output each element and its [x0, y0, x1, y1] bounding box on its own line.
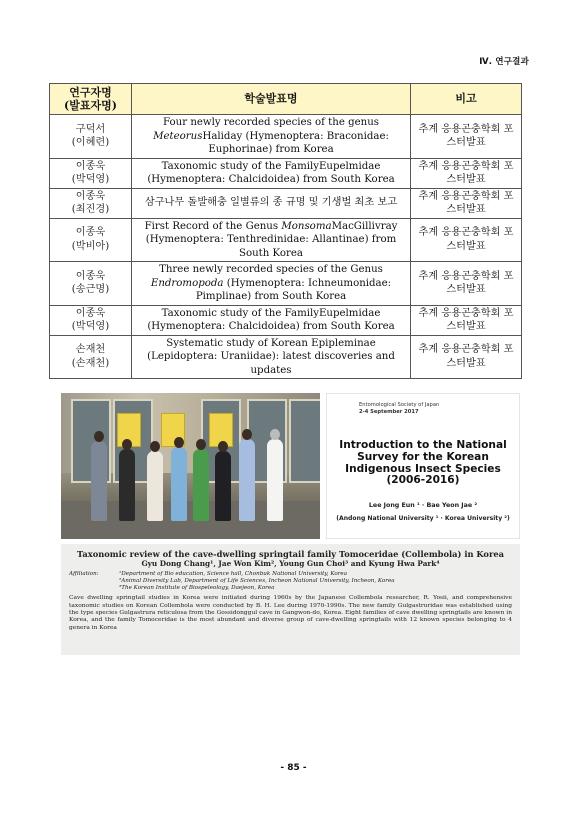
page-number: - 85 -: [280, 763, 307, 773]
presenter-name: (최진경): [71, 204, 110, 215]
researcher-cell: [50, 115, 132, 159]
presentation-title-cell: [132, 305, 411, 335]
researcher-name: 구덕서: [75, 123, 106, 135]
genus-name-italic: Monsoma: [281, 220, 332, 232]
title-text: Four newly recorded species of the genus: [163, 117, 379, 128]
researcher-cell: [50, 305, 132, 335]
title-text: (Hymenoptera: Ichneumonidae: Pimplinae) from South Korea: [195, 277, 392, 302]
abstract-title: Taxonomic review of the cave-dwelling springtail family Tomoceridae (Collembola) in Korea: [77, 549, 504, 559]
table-header-row: [50, 84, 522, 115]
table-row: [50, 115, 522, 159]
col-header-title: 학술발표명: [132, 84, 411, 115]
note-text: 추계 응용곤충학회 포스터발표: [418, 307, 514, 332]
table-row: [50, 158, 522, 188]
note-text: 추계 응용곤충학회 포스터발표: [418, 270, 514, 296]
presentation-title-cell: [132, 188, 411, 218]
researcher-cell: [50, 218, 132, 262]
title-text: Taxonomic study of the FamilyEupelmidae (Hymenoptera: Chalcidoidea) from South Korea: [147, 160, 395, 185]
title-text: Taxonomic study of the FamilyEupelmidae (Hymenoptera: Chalcidoidea) from South Korea: [147, 307, 395, 332]
researcher-cell: [50, 188, 132, 218]
presentation-title-cell: [132, 262, 411, 306]
note-cell: [411, 158, 522, 188]
presentation-title-cell: [132, 218, 411, 262]
note-cell: [411, 188, 522, 218]
poster-meta: Entomological Society of Japan 2-4 September 2017: [359, 402, 440, 415]
title-text: Systematic study of Korean Epipleminae (Lepidoptera: Uraniidae): latest discoveries and updates: [147, 337, 395, 376]
affiliation-line: ¹Department of Bio education, Science hall, Chonbuk National University, Korea: [119, 571, 348, 577]
note-text: 추계 응용곤충학회 포스터발표: [418, 160, 514, 185]
genus-name-italic: Endromopoda: [150, 277, 224, 289]
researcher-cell: [50, 158, 132, 188]
col-header-note: 비고: [411, 84, 522, 115]
table-row: [50, 218, 522, 262]
presenter-name: (손재천): [71, 357, 110, 369]
note-cell: [411, 262, 522, 306]
presentation-title-cell: [132, 158, 411, 188]
presentation-title-cell: [132, 115, 411, 159]
abstract-image: [61, 544, 520, 655]
presenter-name: (박덕영): [71, 321, 110, 332]
title-text: 삼구나무 돌발해충 일별류의 종 규명 및 기생벌 최초 보고: [144, 197, 398, 209]
researcher-name: 이종욱: [75, 307, 106, 319]
publication-table: [49, 83, 522, 379]
note-cell: [411, 335, 522, 379]
note-cell: [411, 218, 522, 262]
genus-name-italic: Meteorus: [153, 130, 203, 142]
affiliation-label: Affiliation:: [69, 571, 99, 577]
title-text: First Record of the Genus: [144, 220, 282, 232]
presenter-name: (박비아): [71, 240, 110, 252]
group-photo: [61, 393, 320, 539]
researcher-name: 이종욱: [75, 160, 106, 172]
abstract-affiliation: [69, 571, 512, 591]
presentation-title-cell: [132, 335, 411, 379]
title-text: Three newly recorded species of the Genus: [159, 264, 383, 275]
presenter-name: (송근명): [71, 284, 110, 296]
note-text: 추계 응용곤충학회 포스터발표: [418, 123, 514, 149]
presenter-name: (이혜련): [71, 137, 110, 149]
researcher-cell: [50, 335, 132, 379]
note-text: 추계 응용곤충학회 포스터발표: [418, 227, 514, 252]
note-text: 추계 응용곤충학회 포스터발표: [418, 190, 514, 215]
poster-authors: Lee Jong Eun ¹ · Bae Yeon Jae ²: [368, 502, 478, 509]
note-text: 추계 응용곤충학회 포스터발표: [418, 344, 514, 369]
abstract-body: Cave dwelling springtail studies in Korea were initiated during 1960s by the Japanese Collembola researcher, R. Yosii, and comprehensive taxonomic studies on Korean Collembola were conducted by B. H. Lee during 1970-1990s. The new family Gulgastruridae was established using the type species Gulgastrura reticulosa from the Gossidonggul cave in Gangwon-do, Korea. Eight families of cave dwelling springtails are known in Korea, and the family Tomoceridae is the most abundant and diverse group of cave-dwelling springtails with 12 known species belonging to 4 genera in Korea: [69, 595, 512, 631]
table-row: [50, 188, 522, 218]
affiliation-line: ³The Korean Institute of Biospeleology, Daejeon, Korea: [119, 584, 275, 591]
title-text: MacGillivray (Hymenoptera: Tenthredinidae: Allantinae) from South Korea: [145, 220, 398, 259]
poster-title: Introduction to the National Survey for the Korean Indigenous Insect Species (2006-2016): [339, 439, 507, 487]
conference-poster: [326, 393, 520, 539]
researcher-name: 이종욱: [75, 190, 106, 202]
researcher-name: 이종욱: [75, 227, 106, 239]
poster-affiliation: (Andong National University ¹ · Korea University ²): [336, 515, 510, 522]
note-cell: [411, 115, 522, 159]
affiliation-line: ²Animal Diversity Lab, Department of Life Sciences, Incheon National University, Incheon, Korea: [119, 577, 395, 584]
researcher-name: 이종욱: [75, 270, 106, 282]
table-row: [50, 335, 522, 379]
presenter-name: (박덕영): [71, 174, 110, 185]
section-header: Ⅳ. 연구결과: [479, 57, 529, 67]
researcher-name: 손재천: [75, 344, 106, 356]
researcher-cell: [50, 262, 132, 306]
abstract-authors: Gyu Dong Chang¹, Jae Won Kim², Young Gun Choi³ and Kyung Hwa Park⁴: [141, 559, 440, 568]
col-header-researcher: 연구자명 (발표자명): [50, 84, 132, 115]
note-cell: [411, 305, 522, 335]
title-text: Haliday (Hymenoptera: Braconidae: Euphorinae) from Korea: [202, 130, 389, 155]
table-row: [50, 262, 522, 306]
table-row: [50, 305, 522, 335]
